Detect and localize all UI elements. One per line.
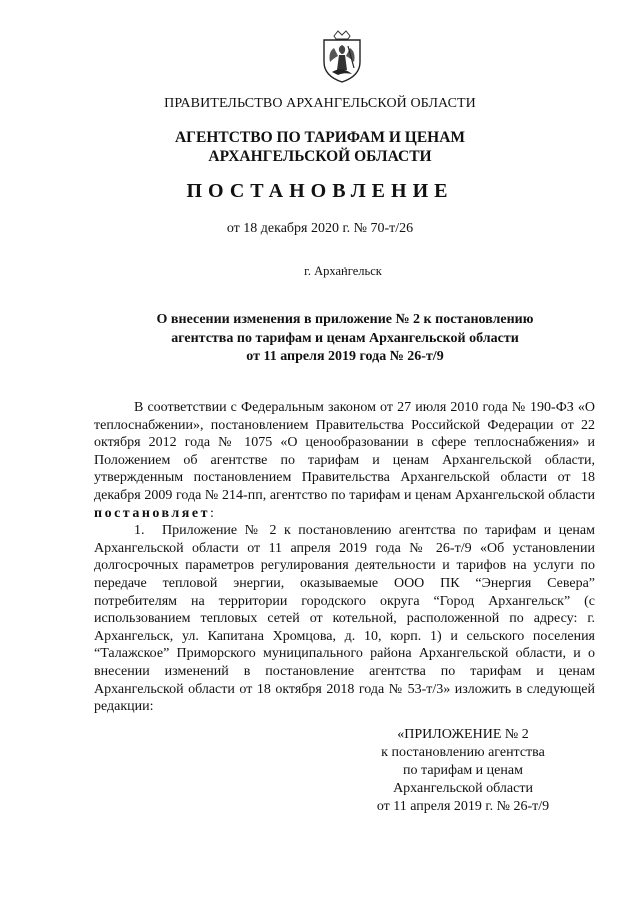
subject-line: от 11 апреля 2019 года № 26-т/9 (246, 349, 444, 364)
document-subject (0, 311, 640, 367)
item-1-paragraph (94, 522, 595, 716)
subject-line: агентства по тарифам и ценам Архангельской области (171, 330, 519, 346)
appendix-line: Архангельской области (393, 781, 533, 796)
date-and-number: от 18 декабря 2020 г. № 70-т/26 (226, 221, 414, 236)
appendix-header (356, 726, 570, 816)
appendix-line: по тарифам и ценам (403, 763, 523, 778)
preamble-paragraph (94, 399, 595, 522)
agency-name (0, 128, 640, 166)
appendix-line: к постановлению агентства (381, 745, 545, 760)
agency-name-line: АГЕНТСТВО ПО ТАРИФАМ И ЦЕНАМ (174, 129, 466, 146)
item-number: 1. (134, 523, 145, 539)
city: г. Архангельск (304, 264, 382, 278)
document-body (94, 399, 595, 716)
document-type: ПОСТАНОВЛЕНИЕ (186, 180, 454, 202)
agency-name-line: АРХАНГЕЛЬСКОЙ ОБЛАСТИ (208, 148, 432, 165)
item-1-text: Приложение № 2 к постановлению агентства по тарифам и ценам Архангельской области от 11 апреля 2019 года № 26-т/9 «Об установлении долгосрочных параметров регулирования деятельности и тарифов на услуги по передаче тепловой энергии, оказываемые ООО ПК “Энергия Севера” потребителям на территории городского округа “Город Архангельск” (с использованием тепловых сетей от котельной, расположенной по адресу: г. Архангельск, ул. Капитана Хромцова, д. 10, корп. 1) и сельского поселения “Талажское” Приморского муниципального района Архангельской области, и о внесении изменений в постановление агентства по тарифам и ценам Архангельской области от 18 октября 2018 года № 53-т/3» изложить в следующей редакции: (94, 523, 595, 715)
preamble-text: В соответствии с Федеральным законом от 27 июля 2010 года № 190-ФЗ «О теплоснабжении», постановлением Правительства Российской Федерации от 22 октября 2012 года № 1075 «О ценообразовании в сфере теплоснабжения» и Положением об агентстве по тарифам и ценам Архангельской области, утвержденным постановлением Правительства Архангельской области от 18 декабря 2009 года № 214-пп, агентство по тарифам и ценам Архангельской области (94, 400, 595, 503)
government-title: ПРАВИТЕЛЬСТВО АРХАНГЕЛЬСКОЙ ОБЛАСТИ (164, 96, 476, 111)
resolves-colon: : (209, 505, 214, 521)
appendix-line: от 11 апреля 2019 г. № 26-т/9 (376, 799, 550, 814)
coat-of-arms-icon (314, 28, 370, 84)
subject-line: О внесении изменения в приложение № 2 к постановлению (156, 312, 534, 327)
appendix-line: «ПРИЛОЖЕНИЕ № 2 (397, 727, 529, 742)
resolves-word: постановляет (94, 505, 210, 521)
